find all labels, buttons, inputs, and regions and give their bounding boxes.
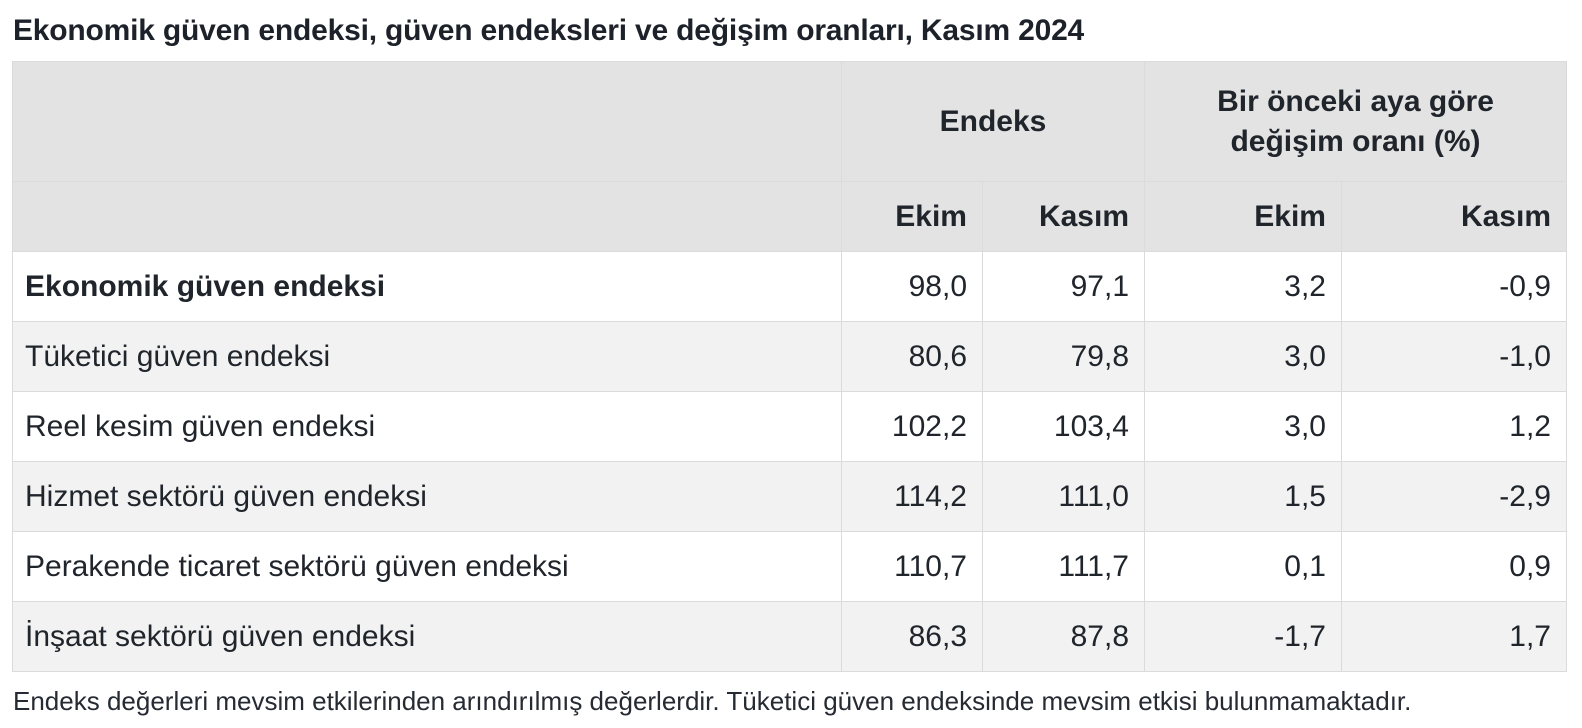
cell-endeks-kasim: 103,4 [983, 392, 1145, 462]
table-row [13, 252, 1567, 322]
confidence-index-table [12, 61, 1567, 672]
cell-change-kasim: -0,9 [1342, 252, 1567, 322]
cell-change-ekim: 3,0 [1145, 322, 1342, 392]
cell-change-ekim: 3,0 [1145, 392, 1342, 462]
cell-change-kasim: 1,7 [1342, 602, 1567, 672]
subheader-change-kasim: Kasım [1342, 182, 1567, 252]
cell-change-ekim: -1,7 [1145, 602, 1342, 672]
cell-endeks-ekim: 110,7 [842, 532, 983, 602]
table-header [13, 62, 1567, 252]
group-header-change-rate [1145, 62, 1567, 182]
cell-endeks-kasim: 87,8 [983, 602, 1145, 672]
subheader-endeks-kasim: Kasım [983, 182, 1145, 252]
cell-change-kasim: -2,9 [1342, 462, 1567, 532]
corner-header-cell [13, 62, 842, 182]
page-title: Ekonomik güven endeksi, güven endeksleri ve değişim oranları, Kasım 2024 [13, 14, 1085, 47]
table-row [13, 322, 1567, 392]
table-row [13, 532, 1567, 602]
sub-header-row [13, 182, 1567, 252]
table-row [13, 392, 1567, 462]
cell-endeks-kasim: 111,7 [983, 532, 1145, 602]
subheader-endeks-ekim: Ekim [842, 182, 983, 252]
cell-endeks-ekim: 98,0 [842, 252, 983, 322]
cell-endeks-kasim: 97,1 [983, 252, 1145, 322]
group-header-endeks [842, 62, 1145, 182]
empty-header-cell [13, 182, 842, 252]
cell-endeks-ekim: 114,2 [842, 462, 983, 532]
row-label: Reel kesim güven endeksi [13, 392, 842, 462]
cell-change-kasim: 0,9 [1342, 532, 1567, 602]
cell-change-ekim: 1,5 [1145, 462, 1342, 532]
cell-endeks-ekim: 80,6 [842, 322, 983, 392]
row-label: İnşaat sektörü güven endeksi [13, 602, 842, 672]
row-label: Ekonomik güven endeksi [13, 252, 842, 322]
cell-endeks-kasim: 111,0 [983, 462, 1145, 532]
cell-change-ekim: 0,1 [1145, 532, 1342, 602]
cell-endeks-ekim: 86,3 [842, 602, 983, 672]
table-body [13, 252, 1567, 672]
group-header-endeks-label: Endeks [939, 104, 1047, 138]
row-label: Hizmet sektörü güven endeksi [13, 462, 842, 532]
row-label: Perakende ticaret sektörü güven endeksi [13, 532, 842, 602]
table-row [13, 462, 1567, 532]
cell-endeks-kasim: 79,8 [983, 322, 1145, 392]
subheader-change-ekim: Ekim [1145, 182, 1342, 252]
group-header-row [13, 62, 1567, 182]
cell-change-ekim: 3,2 [1145, 252, 1342, 322]
cell-change-kasim: 1,2 [1342, 392, 1567, 462]
row-label: Tüketici güven endeksi [13, 322, 842, 392]
cell-endeks-ekim: 102,2 [842, 392, 983, 462]
footnote: Endeks değerleri mevsim etkilerinden arındırılmış değerlerdir. Tüketici güven endeksinde mevsim etkisi bulunmamaktadır. [13, 686, 1412, 716]
cell-change-kasim: -1,0 [1342, 322, 1567, 392]
table-row [13, 602, 1567, 672]
group-header-change-rate-label: Bir önceki aya göre değişim oranı (%) [1217, 84, 1494, 158]
